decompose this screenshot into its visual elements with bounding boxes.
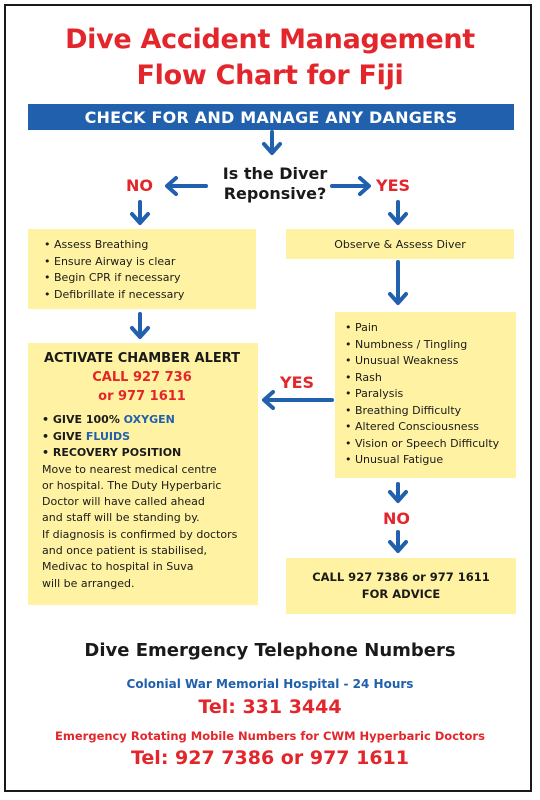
- paragraph-line: If diagnosis is confirmed by doctors: [42, 527, 238, 541]
- arrow-no-down: [132, 202, 148, 223]
- paragraph-line: or hospital. The Duty Hyperbaric: [42, 478, 222, 492]
- paragraph-line: Move to nearest medical centre: [42, 462, 217, 476]
- list-item: • Rash: [345, 370, 516, 387]
- recovery-item: • RECOVERY POSITION: [42, 445, 258, 462]
- chamber-paragraph: [42, 462, 258, 592]
- chamber-alert-box: [28, 343, 258, 605]
- advice-line-1: CALL 927 7386 or 977 1611: [312, 570, 490, 584]
- title-line-1: Dive Accident Management: [65, 24, 475, 55]
- symptoms-box: [335, 312, 516, 478]
- hospital-tel: Tel: 331 3444: [198, 696, 342, 718]
- arrow-no-to-advice: [390, 532, 406, 551]
- paragraph-line: Doctor will have called ahead: [42, 495, 205, 509]
- arrow-symptoms-down: [390, 484, 406, 501]
- arrow-yes-down: [390, 202, 406, 223]
- title-line-2: Flow Chart for Fiji: [136, 60, 404, 91]
- question-line-1: Is the Diver: [222, 164, 328, 183]
- list-item: • Assess Breathing: [44, 237, 256, 254]
- chamber-title: ACTIVATE CHAMBER ALERT: [43, 351, 241, 366]
- label-no-mid: NO: [383, 509, 410, 528]
- list-item: • Breathing Difficulty: [345, 403, 516, 420]
- list-item: • Begin CPR if necessary: [44, 270, 256, 287]
- advice-box: [286, 558, 516, 614]
- mobile-label: Emergency Rotating Mobile Numbers for CWM Hyperbaric Doctors: [55, 729, 485, 743]
- list-item: • Ensure Airway is clear: [44, 254, 256, 271]
- give-fluids-item: [42, 429, 258, 446]
- give-list: [42, 412, 258, 462]
- dangers-banner: CHECK FOR AND MANAGE ANY DANGERS: [28, 104, 514, 130]
- mobile-tel: Tel: 927 7386 or 977 1611: [130, 747, 409, 769]
- give-oxygen-prefix: GIVE 100%: [52, 413, 124, 426]
- arrow-banner-down: [264, 132, 280, 153]
- arrow-nobox-down: [132, 314, 148, 337]
- label-yes-mid: YES: [280, 373, 315, 392]
- no-response-box: [28, 229, 256, 309]
- chamber-call-line-1: CALL 927 736: [92, 370, 192, 385]
- list-item: • Pain: [345, 320, 516, 337]
- arrow-symptoms-to-chamber: [264, 392, 332, 408]
- label-no-top: NO: [126, 176, 153, 195]
- observe-text: Observe & Assess Diver: [334, 237, 466, 251]
- paragraph-line: and once patient is stabilised,: [42, 543, 208, 557]
- arrow-observe-down: [390, 262, 406, 303]
- give-fluids-prefix: GIVE: [52, 429, 86, 443]
- label-yes-top: YES: [376, 176, 411, 195]
- list-item: • Defibrillate if necessary: [44, 287, 256, 304]
- list-item: • Altered Consciousness: [345, 419, 516, 436]
- responsive-question: [200, 164, 350, 204]
- symptoms-list: [345, 320, 516, 469]
- advice-line-2: FOR ADVICE: [361, 587, 441, 601]
- paragraph-line: and staff will be standing by.: [42, 511, 200, 525]
- paragraph-line: Medivac to hospital in Suva: [42, 560, 194, 574]
- give-oxygen-item: [42, 412, 258, 429]
- fluids-highlight: FLUIDS: [85, 429, 131, 443]
- list-item: • Vision or Speech Difficulty: [345, 436, 516, 453]
- list-item: • Paralysis: [345, 386, 516, 403]
- chamber-call-line-2: or 977 1611: [98, 389, 186, 404]
- oxygen-highlight: OXYGEN: [123, 413, 175, 426]
- list-item: • Numbness / Tingling: [345, 337, 516, 354]
- no-response-list: [44, 237, 256, 303]
- list-item: • Unusual Weakness: [345, 353, 516, 370]
- hospital-label: Colonial War Memorial Hospital - 24 Hours: [126, 677, 414, 691]
- list-item: • Unusual Fatigue: [345, 452, 516, 469]
- paragraph-line: will be arranged.: [42, 576, 135, 590]
- observe-box: [286, 229, 514, 259]
- footer-heading: Dive Emergency Telephone Numbers: [84, 640, 456, 661]
- question-line-2: Reponsive?: [223, 184, 327, 203]
